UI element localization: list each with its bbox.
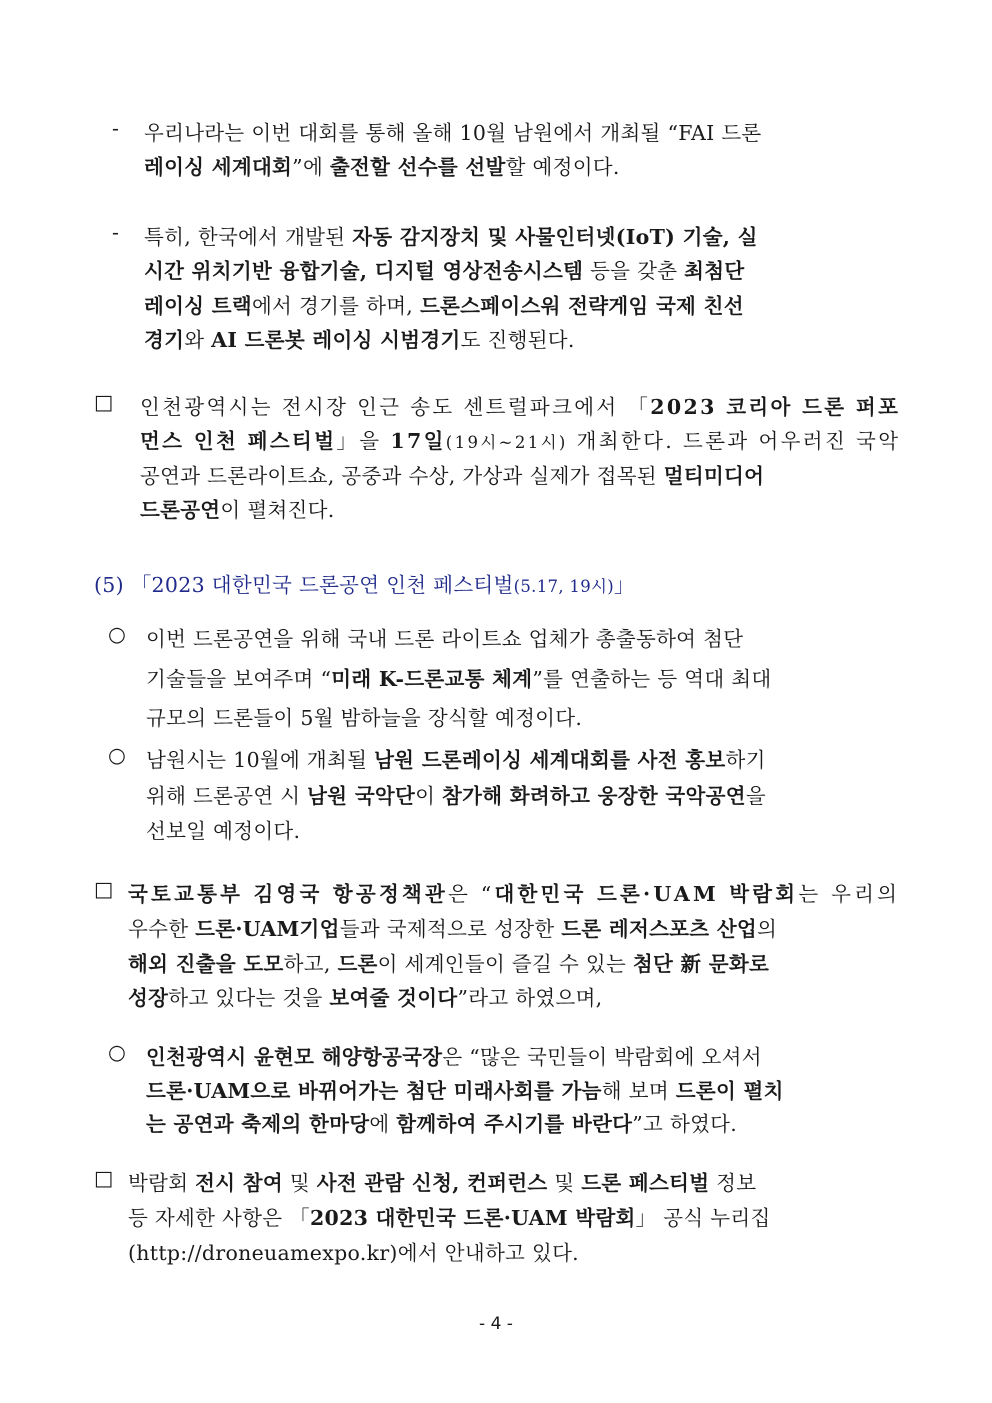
text-line [146, 662, 771, 692]
text-line [146, 743, 766, 773]
text-run: 하고 있다는 것을 [168, 986, 330, 1011]
text-run: 규모의 드론들이 5월 밤하늘을 장식할 예정이다. [146, 706, 583, 730]
text-run: 는 우리의 [798, 882, 901, 906]
text-run: 드론 페스티벌 [581, 1171, 710, 1195]
text-run: 인천광역시는 전시장 인근 송도 센트럴파크에서 「 [140, 395, 651, 419]
text-run: 2023 대한민국 드론·UAM 박람회 [309, 1206, 636, 1230]
text-run: (19시~21시) [445, 433, 568, 453]
text-run: ”를 연출하는 등 역대 최대 [532, 666, 772, 691]
text-run: 하기 [725, 748, 766, 772]
text-line [128, 947, 769, 977]
text-run: 드론·UAM기업 [195, 916, 340, 941]
text-run: 전시 참여 [195, 1171, 283, 1195]
text-line [146, 701, 582, 731]
text-line [128, 981, 602, 1011]
text-run: 및 [547, 1171, 582, 1195]
text-run: 17일 [390, 429, 446, 454]
text-run: 의 [757, 916, 778, 941]
text-run: ”라고 하였으며, [457, 986, 603, 1011]
text-run: 남원 국악단 [307, 783, 416, 808]
text-run: 와 [184, 327, 212, 352]
text-run: 경기 [144, 327, 185, 352]
text-line [146, 779, 766, 809]
text-run: 보여줄 것이다 [329, 986, 458, 1011]
text-line [140, 459, 764, 489]
text-run: 에 [369, 1112, 397, 1136]
text-run: 을 [745, 783, 766, 808]
text-run: 개최한다. 드론과 어우러진 국악 [567, 429, 901, 454]
text-run: 이번 드론공연을 위해 국내 드론 라이트쇼 업체가 총출동하여 첨단 [146, 627, 744, 651]
text-run: 이 펼쳐진다. [220, 497, 335, 522]
text-run: 남원시는 10월에 개최될 [146, 748, 375, 772]
text-run: 우수한 [128, 916, 196, 941]
text-run: 도 진행된다. [460, 327, 575, 352]
text-run: 이 세계인들이 즐길 수 있는 [377, 951, 633, 976]
text-line [128, 912, 777, 942]
text-run: 먼스 인천 페스티벌 [140, 429, 337, 454]
text-run: 레이싱 트랙 [144, 293, 252, 318]
text-run: 특히, 한국에서 개발된 [144, 225, 353, 249]
text-run: 공연과 드론라이트쇼, 공중과 수상, 가상과 실제가 접목된 [140, 463, 664, 488]
text-run: AI 드론봇 레이싱 시범경기 [211, 327, 461, 352]
text-run: ”에 [292, 155, 330, 179]
text-run: 에서 경기를 하며, [251, 293, 420, 318]
text-run: 국토교통부 김영국 항공정책관 [128, 882, 449, 906]
text-run: 남원 드론레이싱 세계대회를 사전 홍보 [374, 748, 726, 772]
text-run: 최첨단 [684, 259, 745, 284]
checkbox-bullet: □ [94, 390, 114, 414]
text-run: 드론공연 [140, 497, 221, 522]
circle-bullet: ○ [108, 743, 127, 767]
text-run: 사전 관람 신청, 컨퍼런스 [316, 1171, 548, 1195]
text-run: 성장 [128, 986, 169, 1011]
text-run: 시간 위치기반 융합기술, 디지털 영상전송시스템 [144, 259, 584, 284]
text-run: 대한민국 드론·UAM 박람회 [494, 882, 799, 906]
section-heading-title: (5) 「2023 대한민국 드론공연 인천 페스티벌 [94, 573, 514, 597]
dash-bullet: - [112, 220, 120, 244]
text-line [128, 1201, 771, 1231]
dash-bullet: - [112, 116, 120, 140]
text-line [146, 814, 300, 844]
text-run: 」 공식 누리집 [635, 1206, 771, 1230]
text-run: 기술들을 보여주며 “ [146, 666, 332, 691]
text-run: 」을 [336, 429, 391, 454]
text-run: 드론이 펼치 [675, 1078, 784, 1103]
text-run: 은 “많은 국민들이 박람회에 오셔서 [442, 1045, 762, 1069]
text-line [140, 493, 335, 523]
text-run: 드론 레저스포츠 산업 [561, 916, 758, 941]
text-run: 자동 감지장치 및 사물인터넷(IoT) 기술, 실 [352, 225, 758, 249]
text-run: 박람회 [128, 1171, 196, 1195]
text-run: 우리나라는 이번 대회를 통해 올해 10월 남원에서 개최될 “FAI 드론 [144, 121, 762, 145]
text-run: 2023 코리아 드론 퍼포 [650, 395, 901, 419]
text-run: 함께하여 주시기를 바란다 [396, 1112, 633, 1136]
text-run: 및 [283, 1171, 317, 1195]
text-run: (http://droneuamexpo.kr)에서 안내하고 있다. [128, 1241, 579, 1265]
text-run: 드론·UAM으로 바뀌어가는 첨단 미래사회를 가늠 [146, 1078, 602, 1103]
text-run: ”고 하였다. [632, 1112, 738, 1136]
text-run: 하고, [283, 951, 338, 976]
text-run: 출전할 선수를 선발 [329, 155, 506, 179]
text-line [144, 150, 620, 180]
section-heading-close: 」 [613, 573, 635, 597]
text-run: 할 예정이다. [505, 155, 620, 179]
text-run: 이 [415, 783, 443, 808]
text-line [128, 1236, 579, 1266]
section-heading [94, 568, 635, 598]
text-line [146, 1107, 737, 1137]
page-number: - 4 - [479, 1314, 513, 1334]
text-line [144, 323, 575, 353]
text-line [146, 622, 743, 652]
text-line [128, 877, 900, 907]
text-run: 들과 국제적으로 성장한 [339, 916, 562, 941]
text-line [144, 289, 744, 319]
circle-bullet: ○ [108, 622, 127, 646]
text-run: 멀티미디어 [663, 463, 765, 488]
circle-bullet: ○ [108, 1040, 127, 1064]
text-run: 정보 [709, 1171, 757, 1195]
text-run: 등 자세한 사항은 「 [128, 1206, 310, 1230]
text-line [146, 1040, 762, 1070]
text-line [140, 390, 900, 420]
section-heading-date: (5.17, 19시) [513, 577, 614, 596]
checkbox-bullet: □ [94, 877, 114, 901]
text-run: 참가해 화려하고 웅장한 국악공연 [442, 783, 746, 808]
checkbox-bullet: □ [94, 1166, 114, 1190]
text-run: 미래 K-드론교통 체계 [331, 666, 533, 691]
text-run: 레이싱 세계대회 [144, 155, 293, 179]
text-run: 등을 갖춘 [583, 259, 685, 284]
text-run: 선보일 예정이다. [146, 819, 301, 843]
text-run: 드론 [337, 951, 378, 976]
text-run: 드론스페이스워 전략게임 국제 친선 [419, 293, 744, 318]
text-run: 해외 진출을 도모 [128, 951, 284, 976]
text-run: 는 공연과 축제의 한마당 [146, 1112, 370, 1136]
text-line [144, 220, 758, 250]
text-run: 인천광역시 윤현모 해양항공국장 [146, 1045, 443, 1069]
text-line [144, 254, 744, 284]
text-run: 해 보며 [601, 1078, 676, 1103]
text-line [140, 424, 900, 454]
text-run: 위해 드론공연 시 [146, 783, 308, 808]
text-run: 첨단 新 문화로 [632, 951, 770, 976]
text-line [144, 116, 762, 146]
text-run: 은 “ [448, 882, 495, 906]
text-line [146, 1074, 784, 1104]
text-line [128, 1166, 756, 1196]
